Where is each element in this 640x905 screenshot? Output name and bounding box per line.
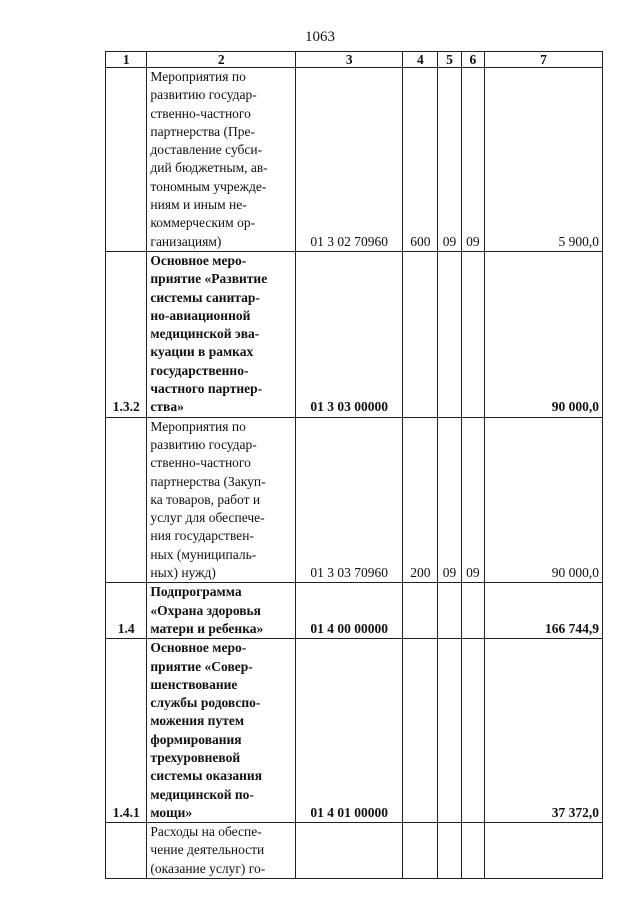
item-name-cell [147, 583, 296, 639]
section-cell [438, 823, 461, 879]
item-name-line: системы оказания [150, 768, 263, 784]
table-row [106, 639, 603, 823]
item-name-line: коммерческим ор- [150, 215, 256, 231]
amount-cell: 5 900,0 [485, 68, 603, 252]
item-name-line: услуг для обеспече- [150, 510, 265, 526]
subsection-cell: 09 [461, 68, 484, 252]
table-row [106, 251, 603, 417]
subsection-cell [461, 823, 484, 879]
item-name-line: Мероприятия по [150, 418, 246, 434]
item-name-line: Основное меро- [150, 252, 247, 268]
expense-type-cell: 200 [403, 417, 438, 583]
table-row [106, 823, 603, 879]
item-name-line: (оказание услуг) го- [150, 860, 266, 876]
column-header: 7 [485, 52, 603, 68]
item-name-line: доставление субси- [150, 142, 263, 158]
column-header: 1 [106, 52, 147, 68]
row-number-cell [106, 823, 147, 879]
header-row [106, 52, 603, 68]
table-row [106, 68, 603, 252]
page-number: 1063 [305, 29, 335, 45]
expense-type-cell [403, 639, 438, 823]
item-name-line: частного партнер- [150, 381, 263, 397]
item-name-line: службы родовспо- [150, 695, 261, 711]
item-name-cell [147, 639, 296, 823]
classification-code-cell: 01 3 02 70960 [296, 68, 403, 252]
item-name-line: ка товаров, работ и [150, 491, 261, 507]
subsection-cell [461, 583, 484, 639]
classification-code-cell: 01 4 00 00000 [296, 583, 403, 639]
amount-cell: 37 372,0 [485, 639, 603, 823]
item-name-line: приятие «Совер- [150, 658, 253, 674]
subsection-cell [461, 639, 484, 823]
column-header: 5 [438, 52, 461, 68]
section-cell [438, 639, 461, 823]
item-name-line: ных (муниципаль- [150, 546, 257, 562]
item-name-line: «Охрана здоровья [150, 602, 261, 618]
table-row [106, 583, 603, 639]
item-name-line: трехуровневой [150, 749, 241, 765]
item-name-line: мощи» [150, 804, 193, 820]
item-name-line: матери и ребенка» [150, 620, 264, 636]
expense-type-cell: 600 [403, 68, 438, 252]
row-number-cell [106, 417, 147, 583]
item-name-line: формирования [150, 731, 242, 747]
section-cell: 09 [438, 417, 461, 583]
amount-cell: 166 744,9 [485, 583, 603, 639]
item-name-line: можения путем [150, 713, 245, 729]
item-name-line: ниям и иным не- [150, 197, 247, 213]
row-number-cell: 1.4.1 [106, 639, 147, 823]
classification-code-cell [296, 823, 403, 879]
item-name-line: партнерства (Закуп- [150, 473, 266, 489]
subsection-cell [461, 251, 484, 417]
item-name-cell [147, 417, 296, 583]
amount-cell: 90 000,0 [485, 417, 603, 583]
item-name-line: Основное меро- [150, 640, 247, 656]
item-name-line: развитию государ- [150, 87, 257, 103]
expense-type-cell [403, 583, 438, 639]
item-name-line: ганизациям) [150, 233, 222, 249]
item-name-line: ства» [150, 399, 184, 415]
item-name-cell [147, 251, 296, 417]
item-name-line: приятие «Развитие [150, 271, 268, 287]
expense-type-cell [403, 823, 438, 879]
amount-cell [485, 823, 603, 879]
column-header: 3 [296, 52, 403, 68]
item-name-line: ственно-частного [150, 455, 251, 471]
row-number-cell: 1.3.2 [106, 251, 147, 417]
item-name-line: государственно- [150, 362, 249, 378]
classification-code-cell: 01 4 01 00000 [296, 639, 403, 823]
item-name-line: Мероприятия по [150, 69, 246, 84]
item-name-line: ния государствен- [150, 528, 254, 544]
item-name-cell [147, 68, 296, 252]
item-name-line: медицинской эва- [150, 326, 260, 342]
item-name-line: ственно-частного [150, 105, 251, 121]
subsection-cell: 09 [461, 417, 484, 583]
item-name-line: но-авиационной [150, 307, 251, 323]
item-name-line: Расходы на обеспе- [150, 824, 262, 840]
item-name-line: дий бюджетным, ав- [150, 160, 268, 176]
item-name-line: чение деятельности [150, 842, 265, 858]
item-name-line: медицинской по- [150, 786, 254, 802]
column-header: 6 [461, 52, 484, 68]
item-name-line: ных) нужд) [150, 565, 216, 581]
item-name-cell [147, 823, 296, 879]
amount-cell: 90 000,0 [485, 251, 603, 417]
classification-code-cell: 01 3 03 00000 [296, 251, 403, 417]
item-name-line: развитию государ- [150, 436, 257, 452]
budget-table [105, 51, 603, 879]
column-header: 2 [147, 52, 296, 68]
item-name-line: куации в рамках [150, 344, 254, 360]
item-name-line: партнерства (Пре- [150, 123, 255, 139]
column-header: 4 [403, 52, 438, 68]
table-row [106, 417, 603, 583]
row-number-cell [106, 68, 147, 252]
row-number-cell: 1.4 [106, 583, 147, 639]
expense-type-cell [403, 251, 438, 417]
item-name-line: шенствование [150, 676, 238, 692]
item-name-line: Подпрограмма [150, 584, 242, 600]
section-cell [438, 251, 461, 417]
section-cell [438, 583, 461, 639]
item-name-line: тономным учрежде- [150, 178, 267, 194]
item-name-line: системы санитар- [150, 289, 260, 305]
section-cell: 09 [438, 68, 461, 252]
classification-code-cell: 01 3 03 70960 [296, 417, 403, 583]
